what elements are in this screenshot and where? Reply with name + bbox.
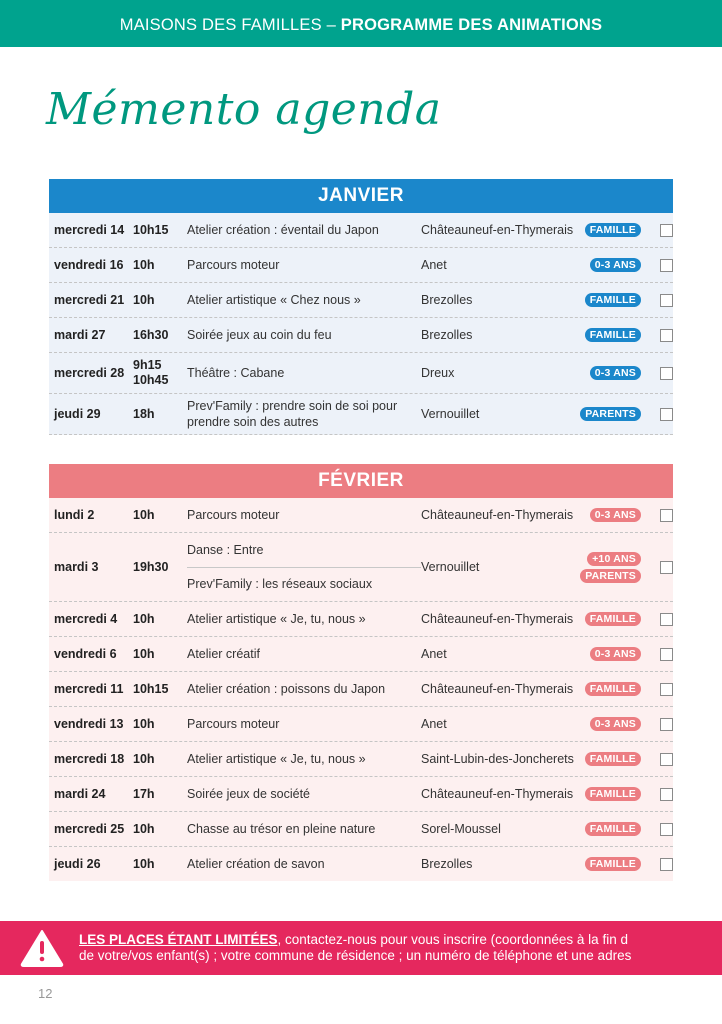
audience-badge: FAMILLE [585,787,641,801]
activity-title: Parcours moteur [187,258,280,272]
event-place: Châteauneuf-en-Thymerais [421,787,574,801]
event-checkbox[interactable] [660,823,673,836]
activity-title: Atelier création : éventail du Japon [187,223,379,237]
activity-title: Théâtre : Cabane [187,366,285,380]
event-place: Châteauneuf-en-Thymerais [421,508,574,522]
event-day: mardi 24 [54,787,106,801]
event-checkbox[interactable] [660,858,673,871]
event-checkbox[interactable] [660,648,673,661]
event-activity [187,222,421,238]
event-checkbox-cell [641,224,673,237]
activity-title: Soirée jeux au coin du feu [187,328,332,342]
event-checkbox[interactable] [660,753,673,766]
audience-badge: 0-3 ANS [590,258,641,272]
page-title: Mémento agenda [46,84,442,135]
event-row [49,533,673,602]
time-slot: 10h15 [133,222,169,237]
time-slot: 10h45 [133,373,169,387]
event-checkbox[interactable] [660,294,673,307]
activity-title: Atelier artistique « Je, tu, nous » [187,752,366,766]
event-activity [187,398,421,430]
alert-line2: de votre/vos enfant(s) ; votre commune de résidence ; un numéro de téléphone et une adres [79,948,632,963]
audience-badge: +10 ANS [587,552,641,566]
event-day: mardi 27 [54,328,106,342]
event-checkbox[interactable] [660,329,673,342]
event-day: mardi 3 [54,560,99,574]
warning-icon [20,929,64,967]
month-rows [49,498,673,881]
event-tags [577,717,641,731]
event-place: Brezolles [421,293,473,307]
time-slot: 10h [133,821,155,836]
event-checkbox-cell [641,683,673,696]
event-place: Brezolles [421,328,473,342]
event-tags [577,647,641,661]
event-tags [577,223,641,237]
event-time [133,647,187,662]
event-place: Anet [421,647,447,661]
page-header-banner [0,0,722,47]
event-place: Saint-Lubin-des-Joncherets [421,752,574,766]
event-checkbox[interactable] [660,224,673,237]
event-activity [187,821,421,837]
activity-title: Danse : Entre [187,542,264,557]
event-activity [187,257,421,273]
event-activity [187,327,421,343]
event-activity [187,716,421,732]
event-activity [187,611,421,627]
month-header: FÉVRIER [49,464,673,498]
event-checkbox-cell [641,613,673,626]
event-checkbox[interactable] [660,367,673,380]
event-checkbox-cell [641,329,673,342]
audience-badge: 0-3 ANS [590,647,641,661]
event-place: Sorel-Moussel [421,822,501,836]
audience-badge: FAMILLE [585,752,641,766]
event-checkbox-cell [641,858,673,871]
event-row [49,812,673,847]
event-day: mercredi 4 [54,612,118,626]
event-day: jeudi 29 [54,407,101,421]
activity-title: Soirée jeux de société [187,787,310,801]
time-slot: 19h30 [133,559,169,574]
event-time [133,787,187,802]
event-place: Dreux [421,366,455,380]
event-checkbox-cell [641,259,673,272]
event-time [133,682,187,697]
event-checkbox-cell [641,648,673,661]
event-time [133,717,187,732]
event-checkbox-cell [641,823,673,836]
event-checkbox-cell [641,367,673,380]
event-place: Anet [421,258,447,272]
event-time [133,822,187,837]
event-day: vendredi 13 [54,717,124,731]
event-checkbox[interactable] [660,718,673,731]
event-time [133,358,187,388]
audience-badge: FAMILLE [585,822,641,836]
time-slot: 17h [133,786,155,801]
event-row [49,318,673,353]
event-row [49,283,673,318]
activity-title: Chasse au trésor en pleine nature [187,822,376,836]
event-row [49,498,673,533]
event-place: Châteauneuf-en-Thymerais [421,682,574,696]
event-place: Anet [421,717,447,731]
event-activity [187,786,421,802]
event-day: mercredi 25 [54,822,125,836]
event-tags [577,328,641,342]
time-slot: 10h [133,716,155,731]
event-tags [577,293,641,307]
event-row [49,602,673,637]
event-row [49,353,673,394]
event-activity [187,365,421,381]
event-row [49,394,673,435]
event-place: Vernouillet [421,560,480,574]
audience-badge: 0-3 ANS [590,508,641,522]
event-day: mercredi 18 [54,752,125,766]
time-slot: 16h30 [133,327,169,342]
header-title: PROGRAMME DES ANIMATIONS [340,16,603,34]
event-row [49,777,673,812]
event-row [49,213,673,248]
event-place: Brezolles [421,857,473,871]
event-tags [577,822,641,836]
event-day: vendredi 16 [54,258,124,272]
alert-text [79,932,631,964]
month-header: JANVIER [49,179,673,213]
event-place: Châteauneuf-en-Thymerais [421,223,574,237]
event-row [49,637,673,672]
event-tags [577,682,641,696]
activity-title: Prev'Family : les réseaux sociaux [187,567,421,602]
activity-title: Prev'Family : prendre soin de soi pour prendre soin des autres [187,399,398,429]
time-slot: 9h15 [133,358,162,372]
audience-badge: FAMILLE [585,682,641,696]
event-day: mercredi 28 [54,366,125,380]
event-time [133,258,187,273]
audience-badge: PARENTS [580,569,641,583]
event-checkbox[interactable] [660,509,673,522]
event-checkbox-cell [641,294,673,307]
time-slot: 10h [133,257,155,272]
event-day: jeudi 26 [54,857,101,871]
time-slot: 10h15 [133,681,169,696]
event-checkbox-cell [641,408,673,421]
audience-badge: FAMILLE [585,223,641,237]
activity-title: Parcours moteur [187,508,280,522]
time-slot: 10h [133,507,155,522]
event-time [133,328,187,343]
activity-title: Parcours moteur [187,717,280,731]
event-row [49,672,673,707]
time-slot: 18h [133,406,155,421]
event-tags [577,612,641,626]
event-activity [187,681,421,697]
event-row [49,248,673,283]
event-row [49,707,673,742]
event-activity [187,533,421,601]
event-checkbox-cell [641,753,673,766]
event-tags [577,258,641,272]
activity-title: Atelier création de savon [187,857,325,871]
alert-line1: , contactez-nous pour vous inscrire (coordonnées à la fin d [277,932,628,947]
audience-badge: 0-3 ANS [590,366,641,380]
event-checkbox-cell [641,509,673,522]
event-time [133,560,187,575]
event-time [133,752,187,767]
event-day: vendredi 6 [54,647,117,661]
activity-title: Atelier artistique « Je, tu, nous » [187,612,366,626]
event-time [133,508,187,523]
event-time [133,612,187,627]
event-checkbox-cell [641,788,673,801]
event-tags [577,508,641,522]
event-checkbox[interactable] [660,788,673,801]
event-tags [577,366,641,380]
month-rows [49,213,673,435]
event-time [133,857,187,872]
audience-badge: FAMILLE [585,857,641,871]
header-prefix: MAISONS DES FAMILLES – [119,16,341,34]
activity-title: Atelier création : poissons du Japon [187,682,386,696]
event-tags [577,857,641,871]
month-table-janvier [49,179,673,435]
time-slot: 10h [133,646,155,661]
event-day: mercredi 14 [54,223,125,237]
event-row [49,742,673,777]
alert-strong: LES PLACES ÉTANT LIMITÉES [79,932,278,947]
event-activity [187,507,421,523]
activity-title: Atelier créatif [187,647,260,661]
event-checkbox[interactable] [660,408,673,421]
event-activity [187,646,421,662]
event-time [133,223,187,238]
event-activity [187,292,421,308]
audience-badge: 0-3 ANS [590,717,641,731]
time-slot: 10h [133,751,155,766]
event-checkbox[interactable] [660,613,673,626]
alert-banner [0,921,722,975]
event-checkbox-cell [641,718,673,731]
event-tags [577,787,641,801]
activity-title: Atelier artistique « Chez nous » [187,293,361,307]
event-checkbox[interactable] [660,561,673,574]
event-tags [577,752,641,766]
audience-badge: FAMILLE [585,612,641,626]
event-time [133,407,187,422]
audience-badge: FAMILLE [585,293,641,307]
time-slot: 10h [133,856,155,871]
event-activity [187,856,421,872]
time-slot: 10h [133,292,155,307]
event-row [49,847,673,881]
event-place: Vernouillet [421,407,480,421]
event-place: Châteauneuf-en-Thymerais [421,612,574,626]
month-table-fevrier [49,464,673,881]
time-slot: 10h [133,611,155,626]
page-number: 12 [38,986,53,1001]
audience-badge: PARENTS [580,407,641,421]
event-activity [187,751,421,767]
event-time [133,293,187,308]
event-day: lundi 2 [54,508,95,522]
event-tags [577,407,641,421]
event-checkbox-cell [641,561,673,574]
audience-badge: FAMILLE [585,328,641,342]
event-tags [577,552,641,583]
event-day: mercredi 11 [54,682,124,696]
event-checkbox[interactable] [660,259,673,272]
event-checkbox[interactable] [660,683,673,696]
event-day: mercredi 21 [54,293,125,307]
